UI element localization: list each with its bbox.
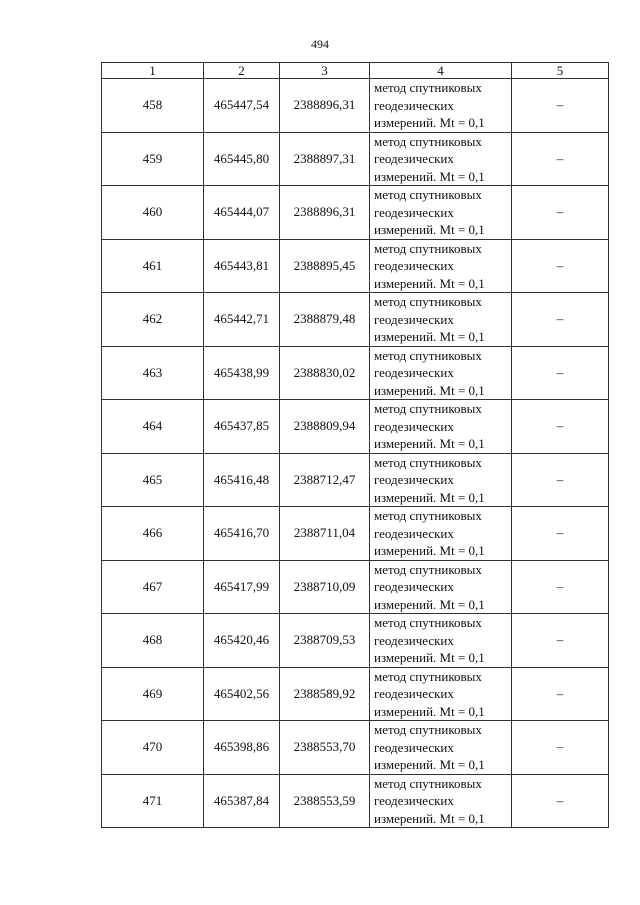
y-coordinate-cell: 2388830,02 (280, 346, 370, 400)
point-number-cell: 461 (102, 239, 204, 293)
y-coordinate-cell: 2388709,53 (280, 614, 370, 668)
method-cell (370, 132, 512, 186)
method-line: метод спутниковых (374, 80, 482, 95)
method-line: измерений. Mt = 0,1 (374, 650, 485, 665)
note-cell: – (512, 239, 609, 293)
note-cell: – (512, 667, 609, 721)
table-row (102, 774, 609, 828)
table-header-row (102, 63, 609, 79)
point-number-cell: 469 (102, 667, 204, 721)
method-line: метод спутниковых (374, 347, 482, 363)
method-line: геодезических (374, 686, 454, 701)
x-coordinate-cell: 465402,56 (204, 667, 280, 721)
method-line: измерений. Mt = 0,1 (374, 703, 485, 719)
method-line: измерений. Mt = 0,1 (374, 596, 485, 612)
point-number-cell: 462 (102, 293, 204, 347)
table-row (102, 721, 609, 775)
column-header-4: 4 (370, 63, 512, 79)
y-coordinate-cell: 2388809,94 (280, 400, 370, 454)
point-number-cell: 460 (102, 186, 204, 240)
method-line: метод спутниковых (374, 508, 482, 523)
point-number-cell: 465 (102, 453, 204, 507)
method-line: геодезических (374, 418, 454, 434)
y-coordinate-cell: 2388553,70 (280, 721, 370, 775)
method-line: метод спутниковых (374, 615, 482, 630)
method-cell (370, 400, 512, 454)
method-cell (370, 239, 512, 293)
y-coordinate-cell: 2388711,04 (280, 507, 370, 561)
method-cell (370, 453, 512, 507)
note-cell: – (512, 560, 609, 614)
y-coordinate-cell: 2388895,45 (280, 239, 370, 293)
method-line: измерений. Mt = 0,1 (374, 115, 485, 130)
method-line: геодезических (374, 258, 454, 273)
note-cell: – (512, 614, 609, 668)
y-coordinate-cell: 2388896,31 (280, 186, 370, 240)
column-header-1: 1 (102, 63, 204, 79)
note-cell: – (512, 186, 609, 240)
method-line: геодезических (374, 365, 454, 380)
point-number-cell: 467 (102, 560, 204, 614)
table-row (102, 453, 609, 507)
x-coordinate-cell: 465416,70 (204, 507, 280, 561)
point-number-cell: 459 (102, 132, 204, 186)
method-line: метод спутниковых (374, 240, 482, 256)
note-cell: – (512, 507, 609, 561)
table-row (102, 186, 609, 240)
x-coordinate-cell: 465417,99 (204, 560, 280, 614)
method-line: геодезических (374, 204, 454, 220)
x-coordinate-cell: 465420,46 (204, 614, 280, 668)
method-line: измерений. Mt = 0,1 (374, 222, 485, 237)
table-row (102, 132, 609, 186)
x-coordinate-cell: 465442,71 (204, 293, 280, 347)
x-coordinate-cell: 465444,07 (204, 186, 280, 240)
method-line: геодезических (374, 793, 454, 808)
method-line: измерений. Mt = 0,1 (374, 275, 485, 291)
y-coordinate-cell: 2388589,92 (280, 667, 370, 721)
point-number-cell: 468 (102, 614, 204, 668)
table-row (102, 614, 609, 668)
note-cell: – (512, 453, 609, 507)
y-coordinate-cell: 2388879,48 (280, 293, 370, 347)
x-coordinate-cell: 465437,85 (204, 400, 280, 454)
method-line: метод спутниковых (374, 561, 482, 577)
method-line: измерений. Mt = 0,1 (374, 168, 485, 184)
x-coordinate-cell: 465438,99 (204, 346, 280, 400)
method-line: измерений. Mt = 0,1 (374, 382, 485, 398)
method-line: геодезических (374, 151, 454, 166)
table-row (102, 346, 609, 400)
table-row (102, 79, 609, 133)
method-cell (370, 560, 512, 614)
column-header-2: 2 (204, 63, 280, 79)
method-cell (370, 667, 512, 721)
method-line: метод спутниковых (374, 401, 482, 416)
page-number: 494 (311, 37, 329, 51)
y-coordinate-cell: 2388553,59 (280, 774, 370, 828)
table-row (102, 560, 609, 614)
note-cell: – (512, 774, 609, 828)
point-number-cell: 463 (102, 346, 204, 400)
x-coordinate-cell: 465445,80 (204, 132, 280, 186)
method-line: измерений. Mt = 0,1 (374, 489, 485, 505)
coordinates-table (101, 62, 609, 828)
point-number-cell: 466 (102, 507, 204, 561)
method-cell (370, 721, 512, 775)
table-body (102, 79, 609, 828)
method-cell (370, 507, 512, 561)
method-line: метод спутниковых (374, 775, 482, 791)
method-cell (370, 346, 512, 400)
note-cell: – (512, 400, 609, 454)
method-cell (370, 774, 512, 828)
method-line: метод спутниковых (374, 294, 482, 309)
table-row (102, 239, 609, 293)
method-line: измерений. Mt = 0,1 (374, 329, 485, 344)
table-row (102, 400, 609, 454)
method-line: геодезических (374, 311, 454, 327)
y-coordinate-cell: 2388896,31 (280, 79, 370, 133)
point-number-cell: 470 (102, 721, 204, 775)
x-coordinate-cell: 465443,81 (204, 239, 280, 293)
table-row (102, 293, 609, 347)
method-line: измерений. Mt = 0,1 (374, 757, 485, 772)
method-line: измерений. Mt = 0,1 (374, 436, 485, 451)
y-coordinate-cell: 2388897,31 (280, 132, 370, 186)
method-line: геодезических (374, 97, 454, 113)
method-line: геодезических (374, 632, 454, 648)
column-header-5: 5 (512, 63, 609, 79)
note-cell: – (512, 132, 609, 186)
x-coordinate-cell: 465416,48 (204, 453, 280, 507)
x-coordinate-cell: 465387,84 (204, 774, 280, 828)
x-coordinate-cell: 465447,54 (204, 79, 280, 133)
method-line: метод спутниковых (374, 454, 482, 470)
y-coordinate-cell: 2388710,09 (280, 560, 370, 614)
method-line: геодезических (374, 525, 454, 541)
x-coordinate-cell: 465398,86 (204, 721, 280, 775)
method-line: измерений. Mt = 0,1 (374, 810, 485, 826)
method-cell (370, 186, 512, 240)
method-line: метод спутниковых (374, 133, 482, 149)
method-line: геодезических (374, 579, 454, 594)
method-cell (370, 293, 512, 347)
method-line: метод спутниковых (374, 668, 482, 684)
column-header-3: 3 (280, 63, 370, 79)
point-number-cell: 471 (102, 774, 204, 828)
y-coordinate-cell: 2388712,47 (280, 453, 370, 507)
note-cell: – (512, 346, 609, 400)
method-cell (370, 79, 512, 133)
table-row (102, 667, 609, 721)
method-cell (370, 614, 512, 668)
point-number-cell: 458 (102, 79, 204, 133)
method-line: метод спутниковых (374, 187, 482, 202)
method-line: измерений. Mt = 0,1 (374, 543, 485, 558)
note-cell: – (512, 293, 609, 347)
note-cell: – (512, 79, 609, 133)
method-line: метод спутниковых (374, 722, 482, 737)
point-number-cell: 464 (102, 400, 204, 454)
method-line: геодезических (374, 739, 454, 755)
method-line: геодезических (374, 472, 454, 487)
note-cell: – (512, 721, 609, 775)
table-row (102, 507, 609, 561)
